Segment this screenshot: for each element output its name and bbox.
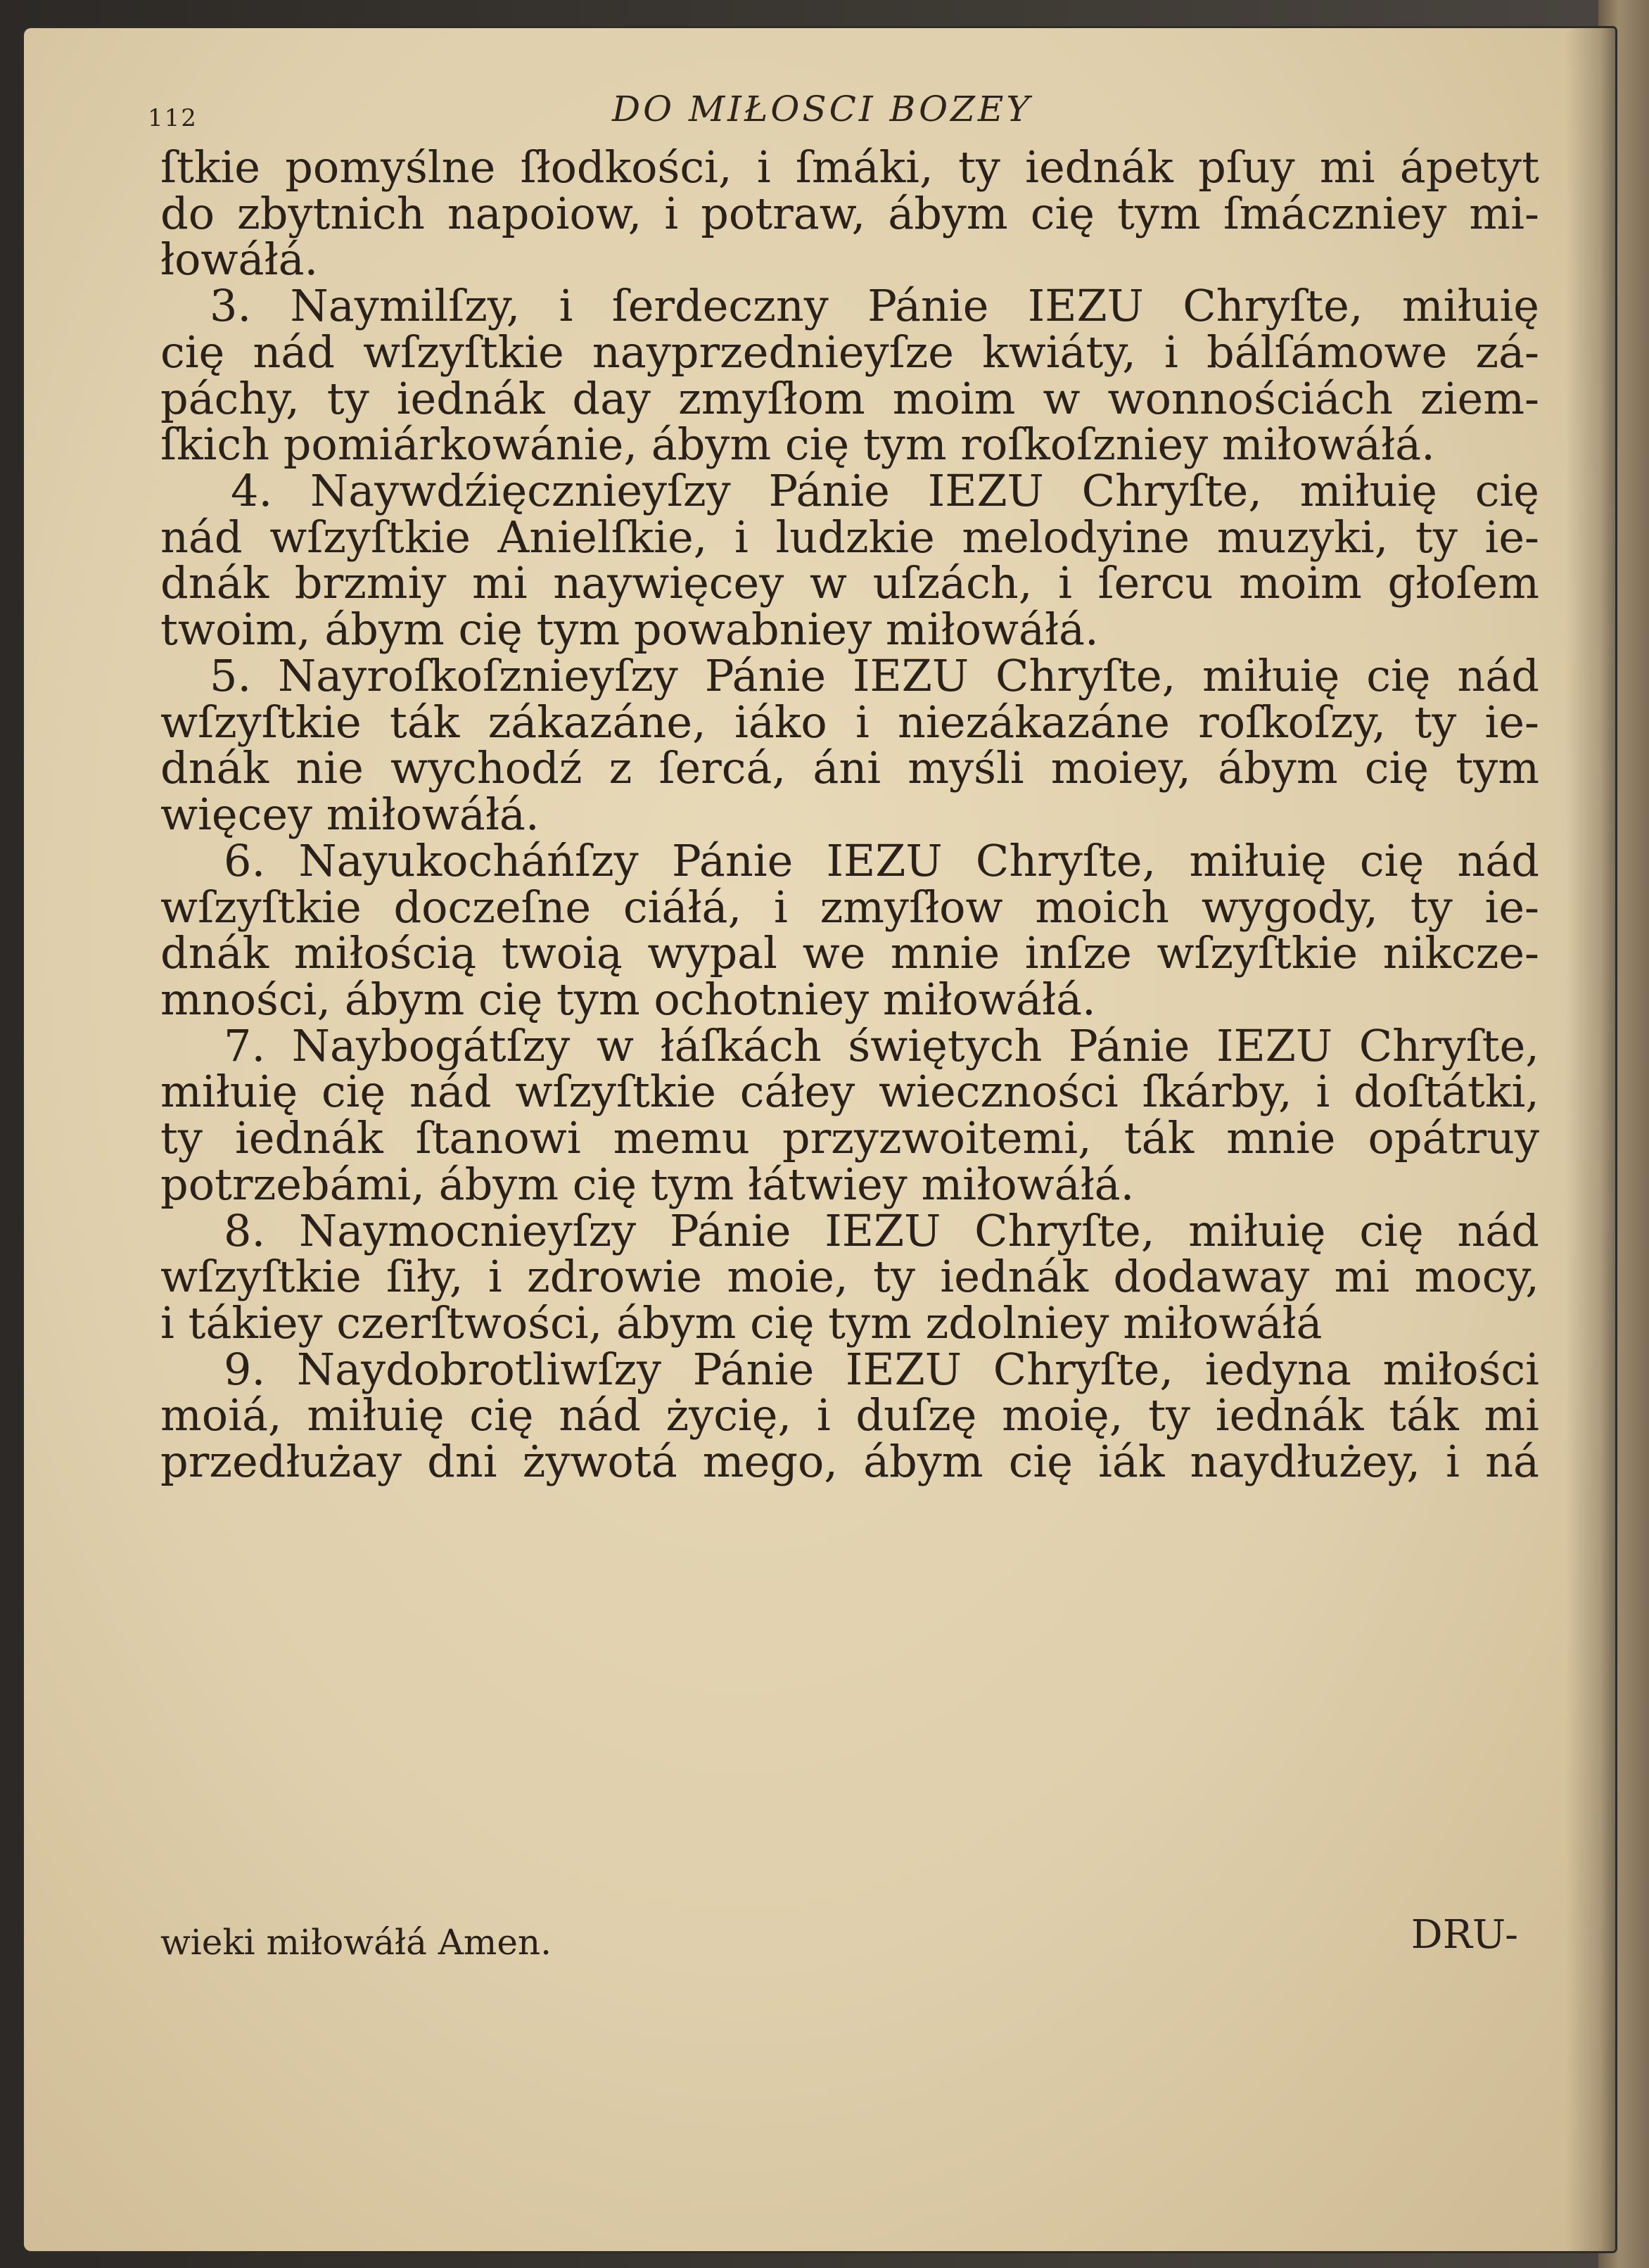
text-line: 8. Naymocnieyſzy Pánie IEZU Chryſte, miłuię cię nád [224, 1204, 1539, 1256]
text-line: ſkich pomiárkowánie, ábym cię tym roſkoſzniey miłowáłá. [160, 419, 1435, 471]
paragraph-4 [160, 465, 1539, 656]
paragraph-1 [160, 141, 1539, 286]
catchword: DRU- [1411, 1912, 1518, 1958]
text-line: miłuię cię nád wſzyſtkie cáłey wieczności ſkárby, i doſtátki, [160, 1066, 1539, 1118]
paragraph-3 [110, 280, 1539, 471]
text-line: dnák brzmiy mi naywięcey w uſzách, i ſercu moim głoſem [160, 557, 1539, 609]
page-gutter-shadow [1566, 28, 1615, 2251]
text-line: łowáłá. [160, 234, 319, 286]
running-head: DO MIŁOSCI BOZEY [612, 89, 1033, 129]
text-line: ſtkie pomyślne ſłodkości, i ſmáki, ty iednák pſuy mi ápetyt [160, 141, 1539, 193]
text-line: 5. Nayroſkoſznieyſzy Pánie IEZU Chryſte, miłuię cię nád [210, 649, 1539, 701]
text-line: wſzyſtkie doczeſne ciáłá, i zmyſłow moich wygody, ty ie- [160, 881, 1539, 933]
paragraph-6 [160, 834, 1539, 1025]
text-line: ty iednák ſtanowi memu przyzwoitemi, ták mnie opátruy [160, 1112, 1539, 1164]
text-line: dnák nie wychodź z ſercá, áni myśli moiey, ábym cię tym [160, 742, 1539, 794]
text-line: 7. Naybogátſzy w łáſkách świętych Pánie IEZU Chryſte, [224, 1019, 1539, 1071]
text-line: więcey miłowáłá. [160, 789, 540, 841]
text-line: 3. Naymilſzy, i ſerdeczny Pánie IEZU Chryſte, miłuię [210, 280, 1539, 332]
text-line: 4. Naywdźięcznieyſzy Pánie IEZU Chryſte, miłuię cię [231, 465, 1539, 517]
paragraph-5 [160, 649, 1539, 841]
page-number: 112 [148, 104, 198, 132]
final-line: wieki miłowáłá Amen. [160, 1922, 552, 1963]
text-line: potrzebámi, ábym cię tym łátwiey miłowáłá. [160, 1158, 1135, 1210]
paragraph-7 [160, 1019, 1539, 1210]
text-line: przedłużay dni żywotá mego, ábym cię iák naydłużey, i ná [160, 1436, 1539, 1488]
text-line: i tákiey czerſtwości, ábym cię tym zdolniey miłowáłá [160, 1297, 1323, 1349]
paragraph-8 [160, 1204, 1539, 1349]
text-line: 6. Nayukocháńſzy Pánie IEZU Chryſte, miłuię cię nád [224, 834, 1539, 886]
text-line: wſzyſtkie ſiły, i zdrowie moie, ty iednák dodaway mi mocy, [160, 1251, 1539, 1303]
text-line: 9. Naydobrotliwſzy Pánie IEZU Chryſte, iedyna miłości [224, 1343, 1539, 1395]
text-line: wſzyſtkie ták zákazáne, iáko i niezákazáne roſkoſzy, ty ie- [160, 696, 1539, 748]
page-body [160, 141, 1539, 1488]
text-line: nád wſzyſtkie Anielſkie, i ludzkie melodyine muzyki, ty ie- [160, 511, 1539, 563]
text-line: páchy, ty iednák day zmyſłom moim w wonnościách ziem- [160, 372, 1539, 424]
text-line: do zbytnich napoiow, i potraw, ábym cię tym ſmáczniey mi- [160, 187, 1539, 239]
text-line: dnák miłością twoią wypal we mnie inſze wſzyſtkie nikcze- [160, 927, 1539, 979]
text-line: twoim, ábym cię tym powabniey miłowáłá. [160, 604, 1099, 656]
text-line: mności, ábym cię tym ochotniey miłowáłá. [160, 973, 1096, 1025]
text-line: moiá, miłuię cię nád życię, i duſzę moię, ty iednák ták mi [160, 1389, 1539, 1441]
paragraph-9 [160, 1343, 1539, 1488]
text-line: cię nád wſzyſtkie nayprzednieyſze kwiáty, i bálſámowe zá- [160, 326, 1539, 378]
